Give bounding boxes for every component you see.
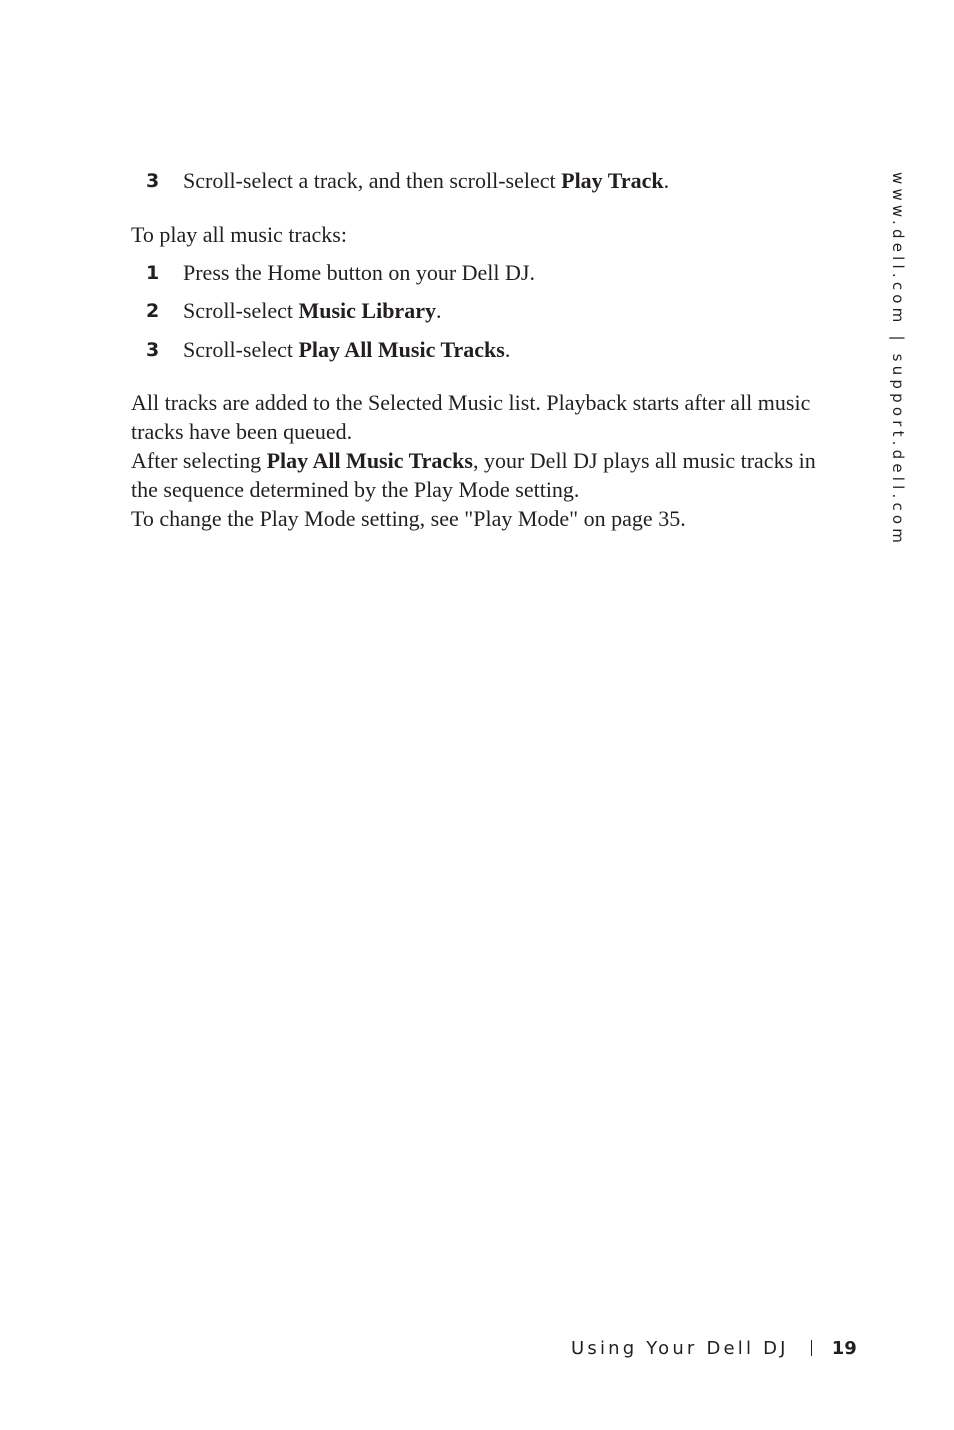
footer-section-title: Using Your Dell DJ: [571, 1338, 789, 1359]
page-number: 19: [831, 1338, 857, 1359]
step-play-track: [0, 166, 954, 196]
step-text-plain: Scroll-select: [183, 337, 299, 362]
paragraph-line: [131, 446, 871, 475]
step-text-bold: Music Library: [298, 298, 436, 323]
step-text: [183, 296, 441, 326]
step-text-bold: Play Track: [561, 168, 664, 193]
paragraph-text-plain: After selecting: [131, 448, 267, 473]
step-text-punct: .: [663, 168, 670, 193]
step-text-punct: .: [435, 298, 442, 323]
step-text-bold: Play All Music Tracks: [298, 337, 505, 362]
page-footer: [571, 1336, 857, 1362]
step-press-home: [0, 258, 954, 288]
paragraph-line: tracks have been queued.: [131, 419, 353, 444]
step-text-punct: .: [504, 337, 511, 362]
step-text: [183, 166, 669, 196]
step-number: 3: [146, 170, 160, 192]
paragraph-change-play-mode: To change the Play Mode setting, see "Play Mode" on page 35.: [131, 506, 686, 531]
footer-divider: [811, 1340, 812, 1356]
step-number: 3: [146, 339, 160, 361]
step-number: 1: [146, 262, 160, 284]
intro-play-all: To play all music tracks:: [131, 222, 347, 247]
paragraph-text-bold: Play All Music Tracks: [266, 448, 473, 473]
paragraph-after-selecting: [131, 446, 871, 504]
step-text-plain: Scroll-select: [183, 298, 299, 323]
step-music-library: [0, 296, 954, 326]
step-text: [183, 335, 510, 365]
side-url-vertical: www.dell.com | support.dell.com: [889, 172, 907, 548]
paragraph-line: All tracks are added to the Selected Music list. Playback starts after all music: [131, 390, 811, 415]
paragraph-line: the sequence determined by the Play Mode setting.: [131, 477, 580, 502]
paragraph-tracks-added: [131, 388, 871, 446]
paragraph-text-plain: , your Dell DJ plays all music tracks in: [472, 448, 816, 473]
step-text-plain: Scroll-select a track, and then scroll-select: [183, 168, 562, 193]
step-text: Press the Home button on your Dell DJ.: [183, 260, 535, 285]
step-play-all-tracks: [0, 335, 954, 365]
step-number: 2: [146, 300, 160, 322]
